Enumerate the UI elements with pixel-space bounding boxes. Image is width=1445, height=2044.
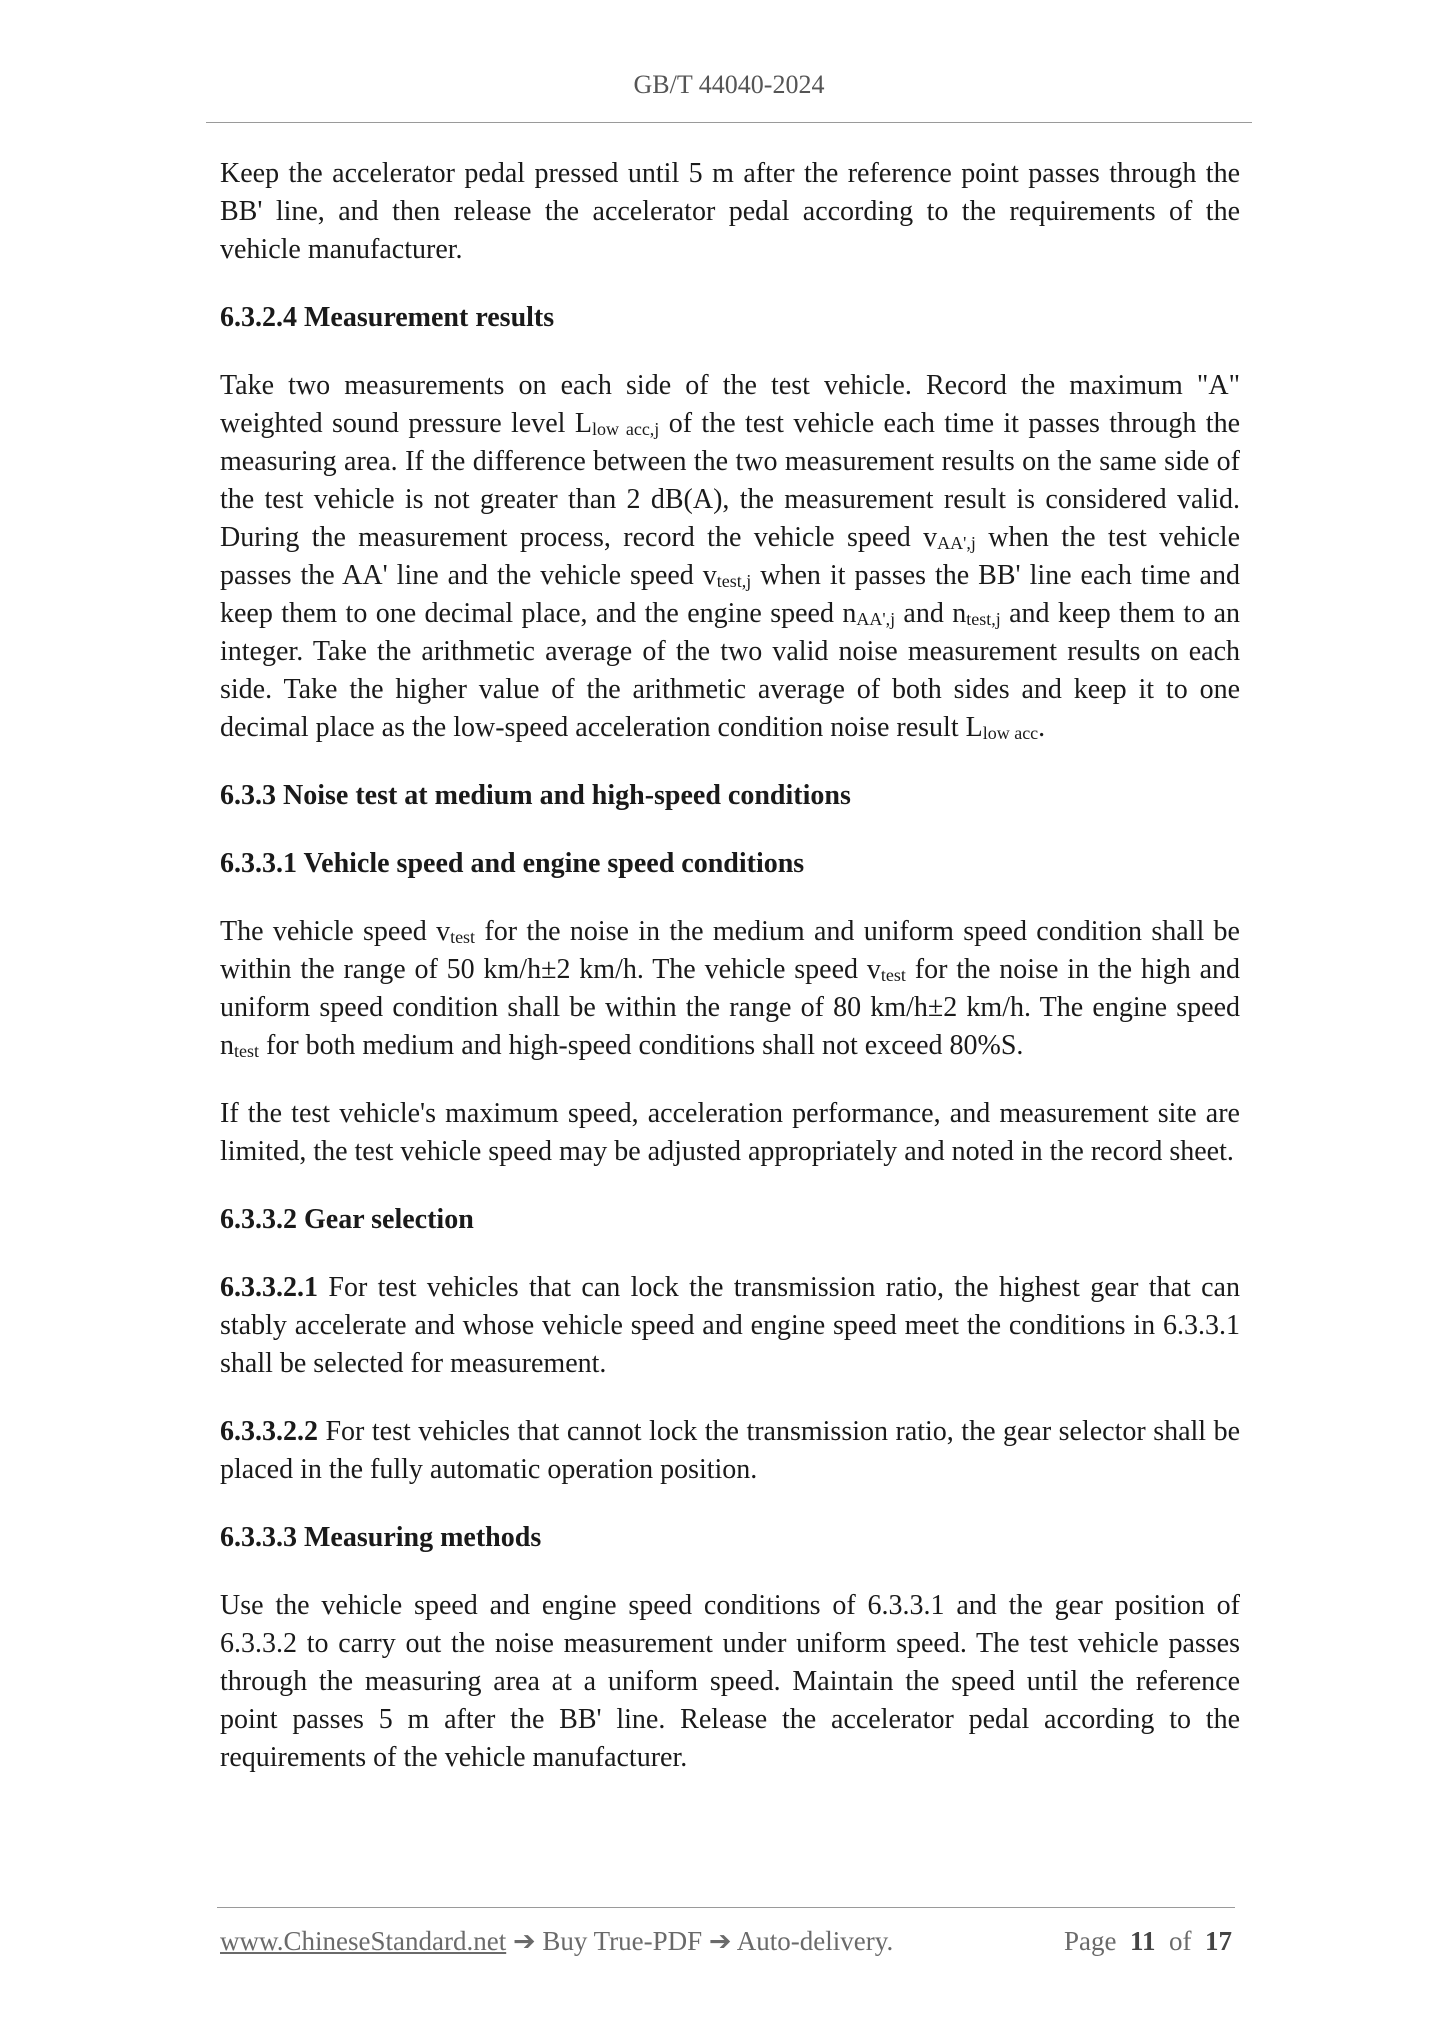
- paragraph: Keep the accelerator pedal pressed until 5 m after the reference point passes through the BB' line, and then release the accelerator pedal according to the requirements of the vehicle manufacturer.: [220, 158, 1240, 265]
- clause-6-3-3-2-2: 6.3.3.2.2 For test vehicles that cannot lock the transmission ratio, the gear selector shall be placed in the fully automatic operation position.: [220, 1416, 1240, 1485]
- section-heading-6-3-2-4: 6.3.2.4 Measurement results: [220, 302, 555, 333]
- footer-divider: [217, 1907, 1235, 1908]
- paragraph: Use the vehicle speed and engine speed conditions of 6.3.3.1 and the gear position of 6.3.3.2 to carry out the noise measurement under uniform speed. The test vehicle passes through the measuring area at a uniform speed. Maintain the speed until the reference point passes 5 m after the BB' line. Release the accelerator pedal according to the requirements of the vehicle manufacturer.: [220, 1590, 1240, 1773]
- section-heading-6-3-3-3: 6.3.3.3 Measuring methods: [220, 1522, 542, 1553]
- document-header: GB/T 44040-2024: [633, 70, 825, 99]
- auto-delivery-text: Auto-delivery.: [736, 1926, 894, 1956]
- site-link[interactable]: www.ChineseStandard.net: [220, 1926, 507, 1956]
- clause-6-3-3-2-1: 6.3.3.2.1 For test vehicles that can lock the transmission ratio, the highest gear that can stably accelerate and whose vehicle speed and engine speed meet the conditions in 6.3.3.1 shall be selected for measurement.: [220, 1272, 1240, 1379]
- paragraph-speed-conditions: The vehicle speed $v_{test}$ for the noise in the medium and uniform speed condition shall be within the range of 50 km/h±2 km/h. The vehicle speed $v_{test}$ for the noise in the high and uniform speed condition shall be within the range of 80 km/h±2 km/h. The engine speed $n_{test}$ for both medium and high-speed conditions shall not exceed 80%S.: [220, 916, 1241, 1061]
- page-indicator: Page 11 of 17: [1064, 1926, 1232, 1956]
- page-footer: [220, 1926, 1232, 1957]
- header-divider: [206, 122, 1252, 123]
- paragraph: If the test vehicle's maximum speed, acceleration performance, and measurement site are limited, the test vehicle speed may be adjusted appropriately and noted in the record sheet.: [220, 1098, 1240, 1167]
- current-page: 11: [1129, 1926, 1156, 1956]
- arrow-right-icon: ➔: [708, 1926, 732, 1956]
- paragraph-measurement-results: Take two measurements on each side of the test vehicle. Record the maximum "A" weighted sound pressure level $L_{low acc,j}$ of the test vehicle each time it passes through the measuring area. If the difference between the two measurement results on the same side of the test vehicle is not greater than 2 dB(A), the measurement result is considered valid. During the measurement process, record the vehicle speed $v_{AA',j}$ when the test vehicle passes the AA' line and the vehicle speed $v_{test,j}$ when it passes the BB' line each time and keep them to one decimal place, and the engine speed $n_{AA',j}$ and $n_{test,j}$ and keep them to an integer. Take the arithmetic average of the two valid noise measurement results on each side. Take the higher value of the arithmetic average of both sides and keep it to one decimal place as the low-speed acceleration condition noise result $L_{low acc}$.: [220, 370, 1241, 743]
- footer-links: [220, 1926, 893, 1957]
- document-body: [220, 155, 1240, 1807]
- section-heading-6-3-3: 6.3.3 Noise test at medium and high-speed conditions: [220, 780, 851, 811]
- buy-true-pdf-text: Buy True-PDF: [542, 1926, 703, 1956]
- section-heading-6-3-3-2: 6.3.3.2 Gear selection: [220, 1204, 474, 1235]
- section-heading-6-3-3-1: 6.3.3.1 Vehicle speed and engine speed conditions: [220, 848, 805, 879]
- total-pages: 17: [1205, 1926, 1232, 1956]
- arrow-right-icon: ➔: [512, 1926, 536, 1956]
